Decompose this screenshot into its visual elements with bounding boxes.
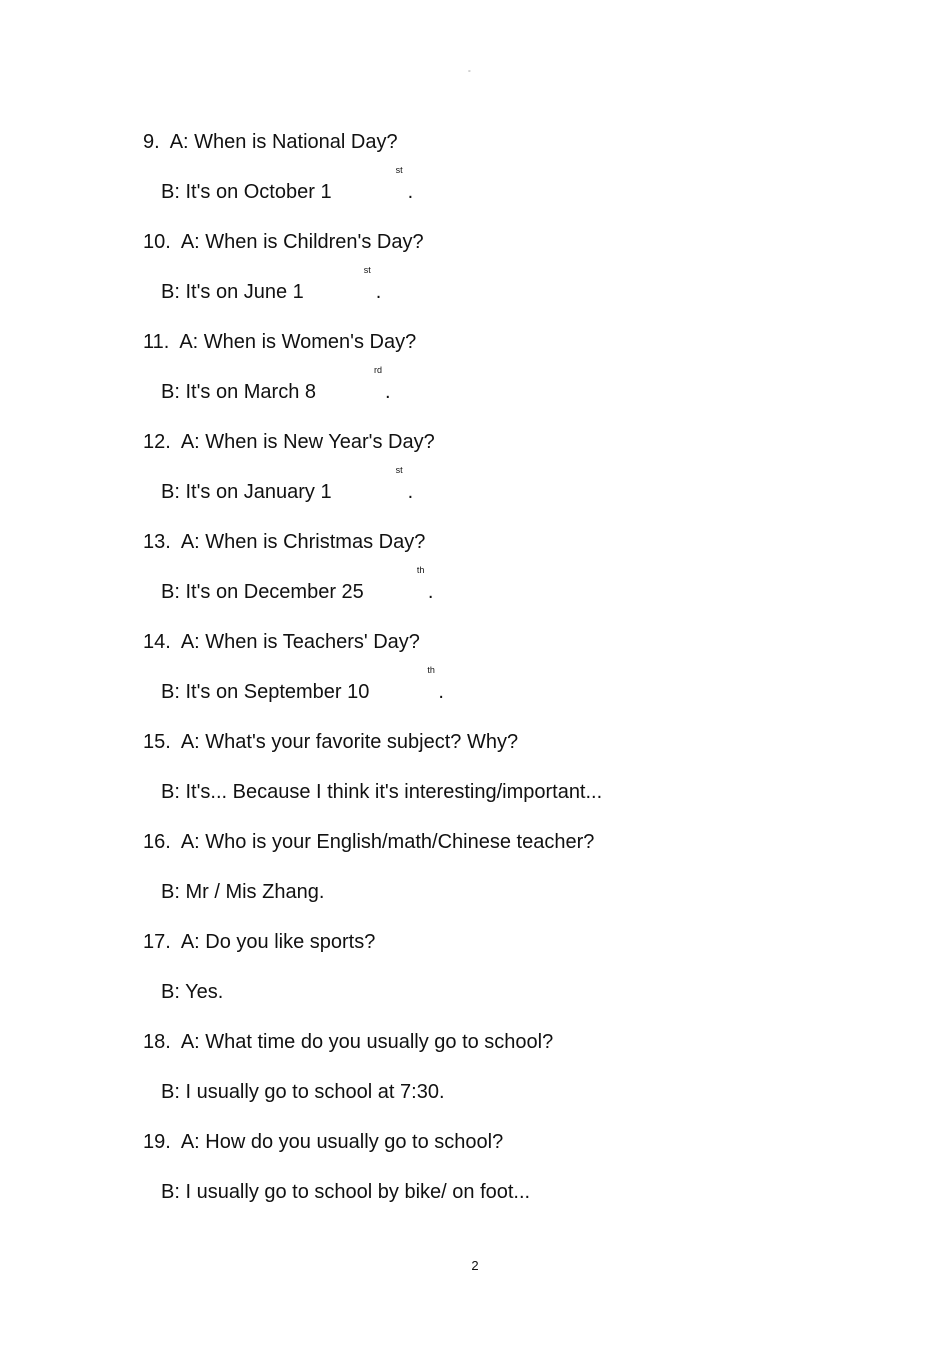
question-line [143, 727, 843, 777]
qa-item [143, 927, 843, 1027]
question-line [143, 627, 843, 677]
answer-text: B: It's on March 8 [161, 381, 316, 403]
question-text: A: When is Women's Day? [179, 331, 417, 353]
question-text: A: How do you usually go to school? [180, 1131, 504, 1153]
ordinal-suffix: st [395, 465, 403, 475]
ordinal-wrap [363, 265, 382, 307]
question-text: A: What's your favorite subject? Why? [180, 731, 519, 753]
ordinal-wrap [374, 365, 391, 407]
answer-line [143, 777, 843, 827]
question-text: A: When is New Year's Day? [180, 431, 435, 453]
answer-period: . [375, 281, 382, 303]
question-number: 19. [143, 1131, 171, 1153]
answer-period: . [427, 581, 434, 603]
question-number: 15. [143, 731, 171, 753]
answer-text: B: I usually go to school at 7:30. [161, 1081, 445, 1103]
answer-period: . [407, 181, 414, 203]
qa-list [143, 127, 843, 1227]
answer-text: B: It's on January 1 [161, 481, 332, 503]
ordinal-suffix: st [395, 165, 403, 175]
qa-item [143, 727, 843, 827]
answer-period: . [385, 381, 391, 403]
answer-text: B: It's on June 1 [161, 281, 304, 303]
question-line [143, 1127, 843, 1177]
question-line [143, 927, 843, 977]
question-number: 11. [143, 331, 170, 353]
question-line [143, 827, 843, 877]
question-text: A: Who is your English/math/Chinese teacher? [180, 831, 595, 853]
qa-item [143, 327, 843, 427]
answer-line [143, 365, 843, 427]
answer-period: . [438, 681, 444, 703]
ordinal-wrap [427, 665, 444, 707]
answer-line [143, 265, 843, 327]
question-line [143, 527, 843, 577]
answer-text: B: Yes. [161, 981, 224, 1003]
ordinal-wrap [395, 465, 414, 507]
question-number: 12. [143, 431, 171, 453]
ordinal-suffix: th [416, 565, 425, 575]
question-number: 14. [143, 631, 171, 653]
answer-line [143, 565, 843, 627]
question-line [143, 327, 843, 377]
answer-line [143, 1177, 843, 1227]
answer-text: B: I usually go to school by bike/ on foot... [161, 1181, 531, 1203]
answer-period: . [407, 481, 414, 503]
answer-text: B: It's on October 1 [161, 181, 332, 203]
question-text: A: When is Teachers' Day? [180, 631, 420, 653]
ordinal-suffix: th [427, 665, 435, 675]
question-number: 9. [143, 131, 160, 153]
qa-item [143, 827, 843, 927]
header-mark: ° [468, 70, 471, 77]
answer-line [143, 465, 843, 527]
answer-text: B: Mr / Mis Zhang. [161, 881, 325, 903]
question-text: A: What time do you usually go to school? [180, 1031, 554, 1053]
answer-line [143, 665, 843, 727]
question-line [143, 1027, 843, 1077]
qa-item [143, 1027, 843, 1127]
qa-item [143, 227, 843, 327]
question-line [143, 227, 843, 277]
qa-item [143, 527, 843, 627]
question-text: A: When is Children's Day? [180, 231, 424, 253]
answer-line [143, 165, 843, 227]
ordinal-suffix: rd [374, 365, 383, 375]
qa-item [143, 427, 843, 527]
question-text: A: When is National Day? [169, 131, 398, 153]
qa-item [143, 627, 843, 727]
answer-text: B: It's... Because I think it's interesting/important... [161, 781, 603, 803]
question-number: 18. [143, 1031, 171, 1053]
question-line [143, 427, 843, 477]
answer-text: B: It's on September 10 [161, 681, 370, 703]
answer-line [143, 1077, 843, 1127]
ordinal-wrap [395, 165, 414, 207]
question-text: A: Do you like sports? [180, 931, 376, 953]
qa-item [143, 127, 843, 227]
answer-text: B: It's on December 25 [161, 581, 364, 603]
question-number: 17. [143, 931, 171, 953]
page-number: 2 [471, 1258, 479, 1273]
question-line [143, 127, 843, 177]
answer-line [143, 977, 843, 1027]
ordinal-wrap [416, 565, 434, 607]
question-number: 16. [143, 831, 171, 853]
question-number: 13. [143, 531, 171, 553]
qa-item [143, 1127, 843, 1227]
question-number: 10. [143, 231, 171, 253]
question-text: A: When is Christmas Day? [180, 531, 426, 553]
answer-line [143, 877, 843, 927]
ordinal-suffix: st [363, 265, 371, 275]
